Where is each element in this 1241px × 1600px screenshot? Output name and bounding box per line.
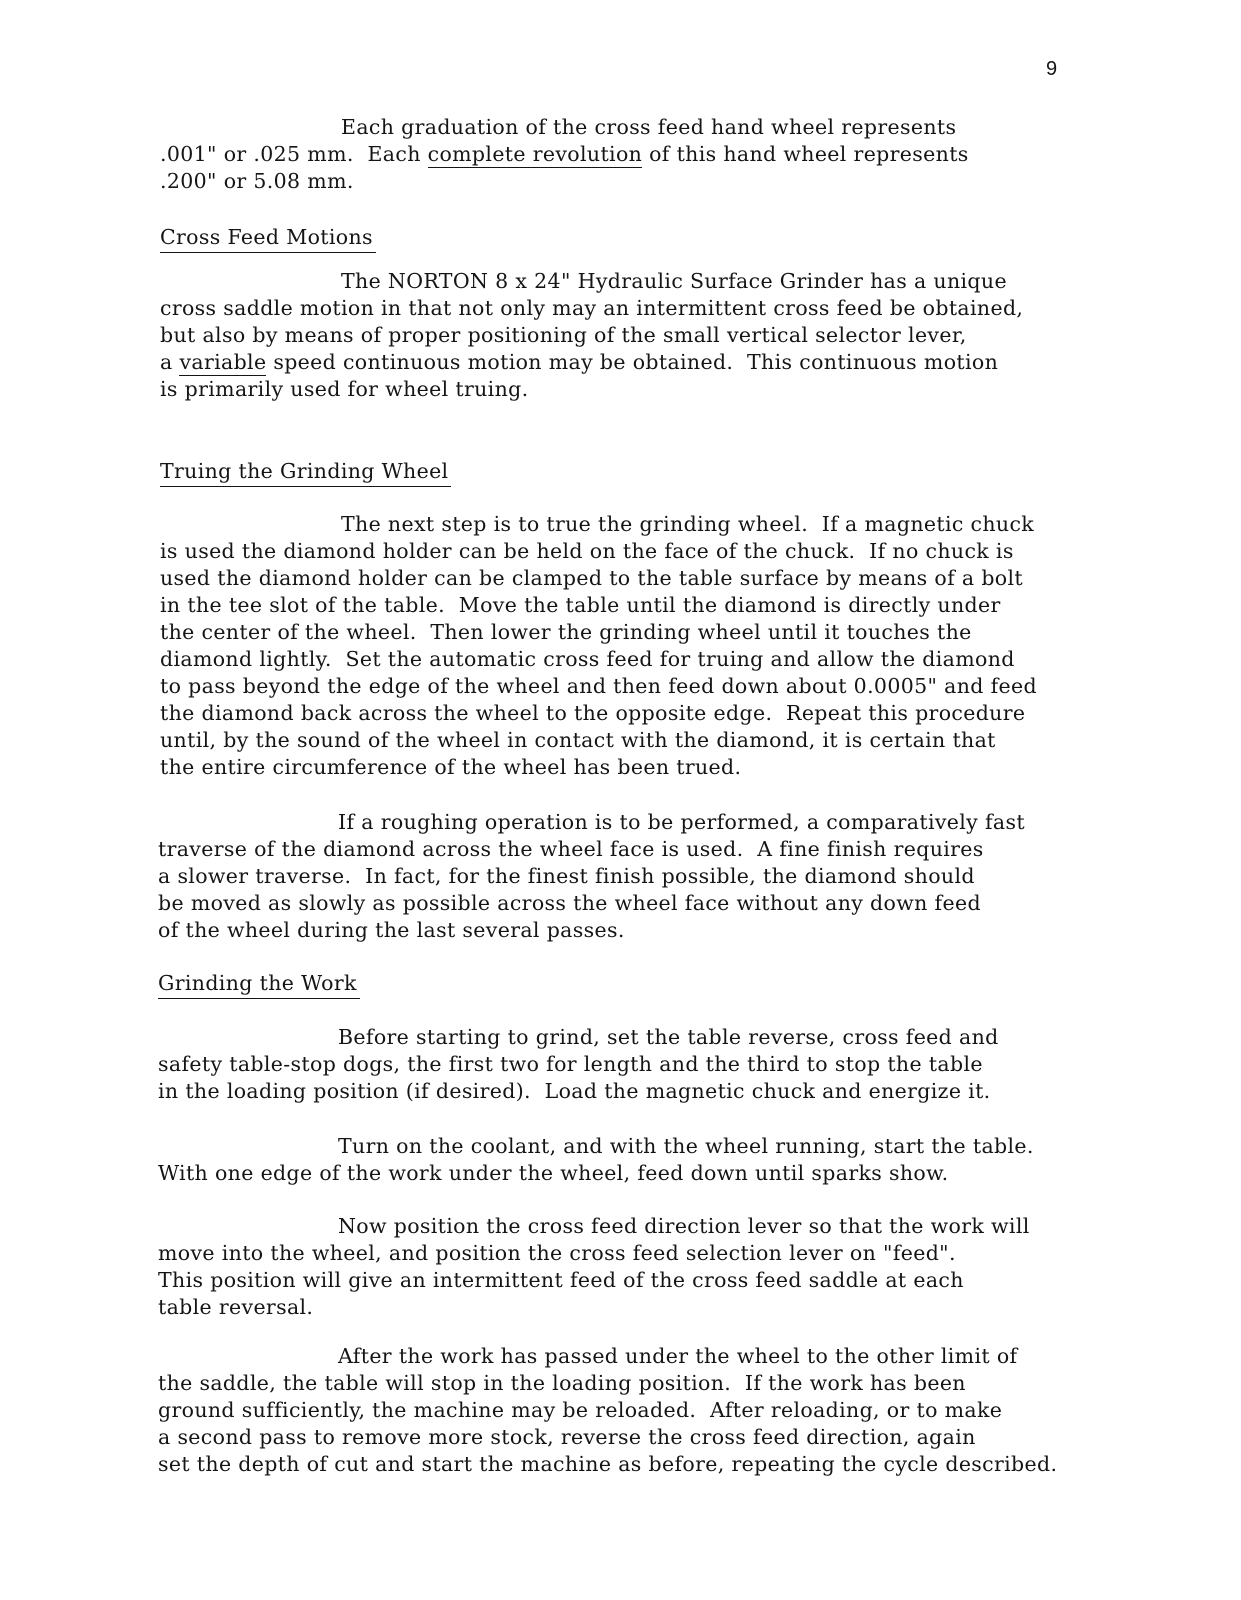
grinding-p3-line-4: table reversal. [158, 1295, 314, 1319]
grinding-p4-line-4: a second pass to remove more stock, reverse the cross feed direction, again [158, 1425, 976, 1449]
grinding-p4-line-2: the saddle, the table will stop in the loading position. If the work has been [158, 1371, 966, 1395]
intro-line-2-start: .001" or .025 mm. Each [160, 142, 428, 166]
grinding-p4-line-5: set the depth of cut and start the machine as before, repeating the cycle described. [158, 1452, 1058, 1476]
truing-p1-line-7: to pass beyond the edge of the wheel and then feed down about 0.0005" and feed [160, 674, 1037, 698]
page-number: 9 [1046, 58, 1058, 80]
intro-line-3: .200" or 5.08 mm. [160, 169, 354, 193]
heading-grinding-the-work: Grinding the Work [158, 970, 360, 999]
intro-line-2 [160, 141, 969, 168]
truing-p1-line-3: used the diamond holder can be clamped to the table surface by means of a bolt [160, 566, 1023, 590]
grinding-p3-line-3: This position will give an intermittent feed of the cross feed saddle at each [158, 1268, 964, 1292]
truing-p2-line-2: traverse of the diamond across the wheel face is used. A fine finish requires [158, 837, 984, 861]
underlined-complete-revolution: complete revolution [427, 142, 643, 166]
truing-p2-line-5: of the wheel during the last several passes. [158, 918, 625, 942]
cross-feed-line-4 [160, 349, 998, 376]
cross-feed-line-4-start: a [160, 350, 180, 374]
grinding-p2-line-1: Turn on the coolant, and with the wheel running, start the table. [338, 1134, 1034, 1158]
cross-feed-line-1: The NORTON 8 x 24" Hydraulic Surface Grinder has a unique [341, 269, 1007, 293]
truing-p1-line-10: the entire circumference of the wheel has been trued. [160, 755, 742, 779]
truing-p1-line-5: the center of the wheel. Then lower the grinding wheel until it touches the [160, 620, 972, 644]
truing-p1-line-8: the diamond back across the wheel to the opposite edge. Repeat this procedure [160, 701, 1026, 725]
truing-p2-line-4: be moved as slowly as possible across the wheel face without any down feed [158, 891, 981, 915]
truing-p1-line-4: in the tee slot of the table. Move the table until the diamond is directly under [160, 593, 1001, 617]
intro-line-2-end: of this hand wheel represents [642, 142, 969, 166]
cross-feed-line-3: but also by means of proper positioning of the small vertical selector lever, [160, 323, 967, 347]
grinding-p1-line-2: safety table-stop dogs, the first two for length and the third to stop the table [158, 1052, 983, 1076]
grinding-p3-line-2: move into the wheel, and position the cross feed selection lever on "feed". [158, 1241, 956, 1265]
grinding-p1-line-3: in the loading position (if desired). Load the magnetic chuck and energize it. [158, 1079, 991, 1103]
truing-p1-line-2: is used the diamond holder can be held on the face of the chuck. If no chuck is [160, 539, 1014, 563]
truing-p2-line-3: a slower traverse. In fact, for the finest finish possible, the diamond should [158, 864, 975, 888]
underlined-variable: variable [179, 350, 267, 374]
heading-truing-the-grinding-wheel: Truing the Grinding Wheel [160, 458, 451, 487]
cross-feed-line-5: is primarily used for wheel truing. [160, 377, 529, 401]
intro-line-1: Each graduation of the cross feed hand wheel represents [341, 115, 957, 139]
heading-cross-feed-motions: Cross Feed Motions [160, 224, 376, 253]
truing-p2-line-1: If a roughing operation is to be performed, a comparatively fast [338, 810, 1025, 834]
grinding-p2-line-2: With one edge of the work under the wheel, feed down until sparks show. [158, 1161, 949, 1185]
grinding-p3-line-1: Now position the cross feed direction lever so that the work will [338, 1214, 1030, 1238]
grinding-p1-line-1: Before starting to grind, set the table reverse, cross feed and [338, 1025, 999, 1049]
grinding-p4-line-3: ground sufficiently, the machine may be reloaded. After reloading, or to make [158, 1398, 1003, 1422]
truing-p1-line-9: until, by the sound of the wheel in contact with the diamond, it is certain that [160, 728, 996, 752]
cross-feed-line-4-end: speed continuous motion may be obtained. This continuous motion [266, 350, 999, 374]
cross-feed-line-2: cross saddle motion in that not only may an intermittent cross feed be obtained, [160, 296, 1024, 320]
grinding-p4-line-1: After the work has passed under the wheel to the other limit of [338, 1344, 1018, 1368]
truing-p1-line-6: diamond lightly. Set the automatic cross feed for truing and allow the diamond [160, 647, 1015, 671]
truing-p1-line-1: The next step is to true the grinding wheel. If a magnetic chuck [341, 512, 1035, 536]
